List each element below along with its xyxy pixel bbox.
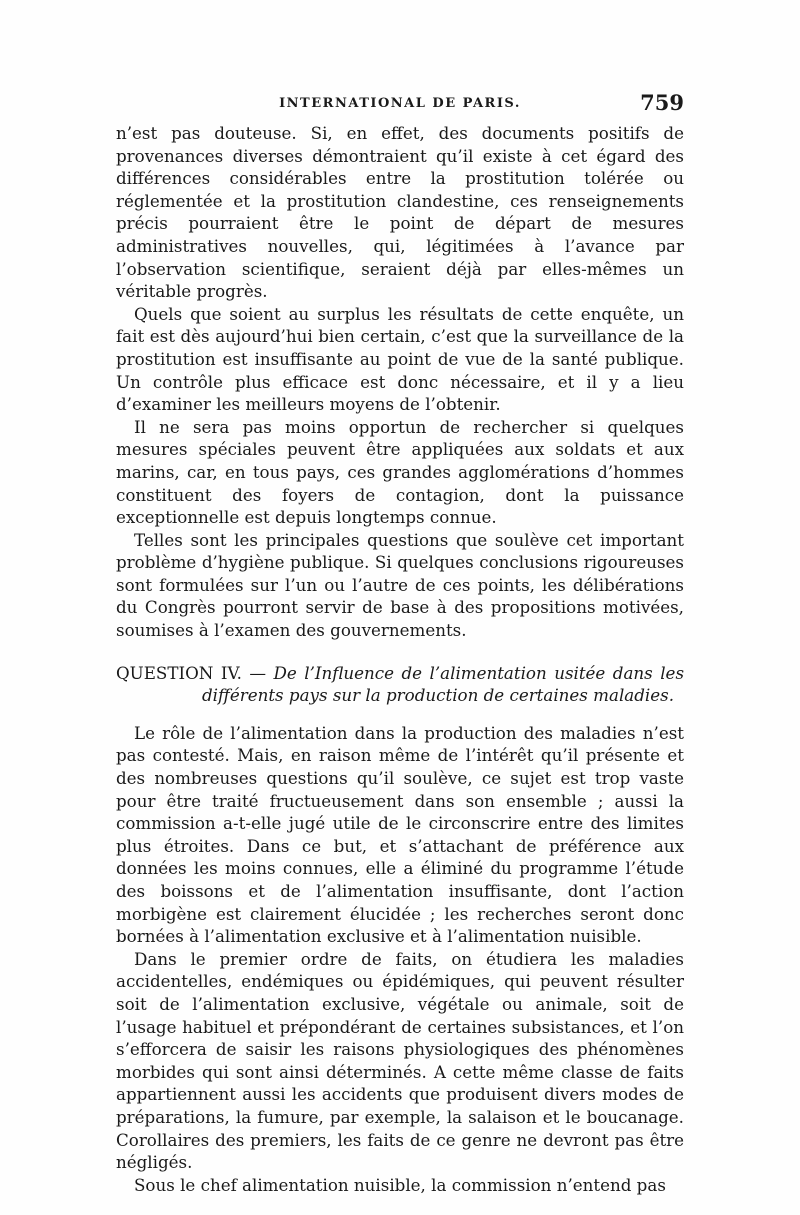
body-text — [116, 122, 684, 1196]
paragraph: Quels que soient au surplus les résultats de cette enquête, un fait est dès aujourd’hui bien certain, c’est que la surveillance de la prostitution est insuffisante au point de vue de la santé publique. Un contrôle plus efficace est donc nécessaire, et il y a lieu d’examiner les meilleurs moyens de l’obtenir. — [116, 303, 684, 415]
question-heading — [116, 662, 684, 707]
book-page — [116, 92, 684, 1196]
paragraph: Dans le premier ordre de faits, on étudiera les maladies accidentelles, endémiques ou épidémiques, qui peuvent résulter soit de l’alimentation exclusive, végétale ou animale, soit de l’usage habituel et prépondérant de certaines subsistances, et l’on s’efforcera de saisir les raisons physiologiques des phénomènes morbides qui sont ainsi déterminés. A cette même classe de faits appartiennent aussi les accidents que produisent divers modes de préparations, la fumure, par exemple, la salaison et le boucanage. Corollaires des premiers, les faits de ce genre ne devront pas être négligés. — [116, 948, 684, 1173]
paragraph: Il ne sera pas moins opportun de rechercher si quelques mesures spéciales peuvent être appliquées aux soldats et aux marins, car, en tous pays, ces grandes agglomérations d’hommes constituent des foyers de contagion, dont la puissance exceptionnelle est depuis longtemps connue. — [116, 416, 684, 528]
page-number: 759 — [640, 90, 684, 115]
paragraph: Telles sont les principales questions que soulève cet important problème d’hygiène publique. Si quelques conclusions rigoureuses sont formulées sur l’un ou l’autre de ces points, les délibérations du Congrès pourront servir de base à des propositions motivées, soumises à l’examen des gouvernements. — [116, 529, 684, 641]
question-label: QUESTION IV. — — [116, 662, 274, 683]
paragraph: Le rôle de l’alimentation dans la production des maladies n’est pas contesté. Mais, en raison même de l’intérêt qu’il présente et des nombreuses questions qu’il soulève, ce sujet est trop vaste pour être traité fructueusement dans son ensemble ; aussi la commission a-t-elle jugé utile de le circonscrire entre des limites plus étroites. Dans ce but, et s’attachant de préférence aux données les moins connues, elle a éliminé du programme l’étude des boissons et de l’alimentation insuffisante, dont l’action morbigène est clairement élucidée ; les recherches seront donc bornées à l’alimentation exclusive et à l’alimentation nuisible. — [116, 722, 684, 947]
running-head — [116, 92, 684, 122]
paragraph: Sous le chef alimentation nuisible, la commission n’entend pas — [134, 1174, 666, 1195]
question-title: De l’Influence de l’alimentation usitée dans les différents pays sur la production de certaines maladies. — [202, 662, 685, 706]
paragraph-continued: n’est pas douteuse. Si, en effet, des documents positifs de provenances diverses démontraient qu’il existe à cet égard des différences considérables entre la prostitution tolérée ou réglementée et la prostitution clandestine, ces renseignements précis pourraient être le point de départ de mesures administratives nouvelles, qui, légitimées à l’avance par l’observation scientifique, seraient déjà par elles-mêmes un véritable progrès. — [116, 123, 684, 302]
running-title: INTERNATIONAL DE PARIS. — [279, 96, 521, 111]
